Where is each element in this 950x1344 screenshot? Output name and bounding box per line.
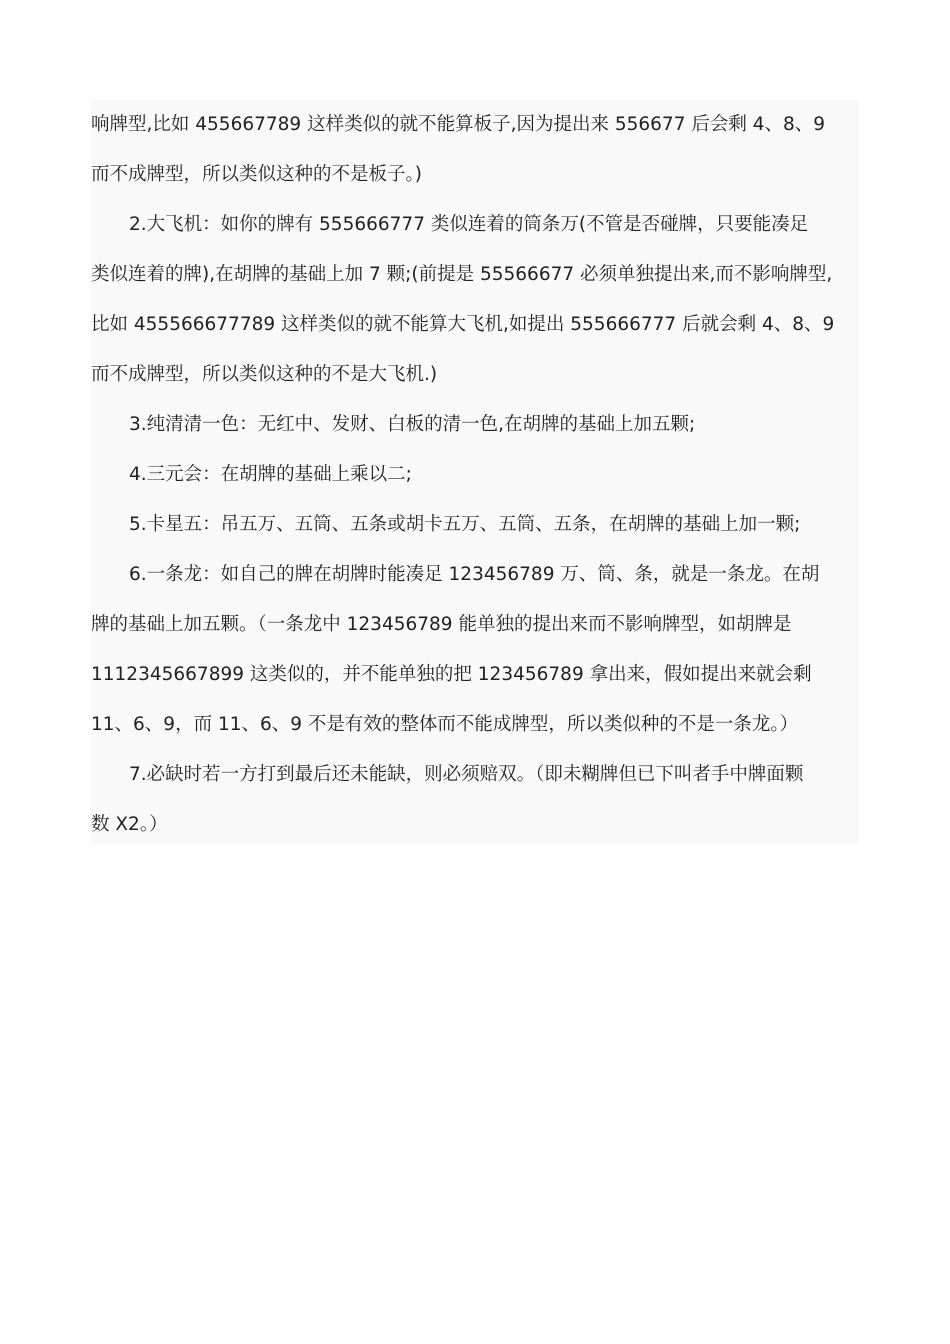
text-line: 类似连着的牌),在胡牌的基础上加 7 颗;(前提是 55566677 必须单独提出来,而不影响牌型, [91, 264, 833, 285]
text-line: 比如 455566677789 这样类似的就不能算大飞机,如提出 555666777 后就会剩 4、8、9 [91, 314, 835, 335]
text-line: 4.三元会：在胡牌的基础上乘以二; [129, 464, 412, 485]
text-line: 1112345667899 这类似的，并不能单独的把 123456789 拿出来，假如提出来就会剩 [91, 664, 812, 685]
text-line: 5.卡星五：吊五万、五筒、五条或胡卡五万、五筒、五条，在胡牌的基础上加一颗; [129, 514, 801, 535]
text-line: 2.大飞机：如你的牌有 555666777 类似连着的筒条万(不管是否碰牌，只要能凑足 [129, 214, 809, 235]
text-line: 7.必缺时若一方打到最后还未能缺，则必须赔双。（即未糊牌但已下叫者手中牌面颗 [129, 764, 804, 785]
text-line: 而不成牌型，所以类似这种的不是板子。) [91, 164, 422, 185]
text-line: 响牌型,比如 455667789 这样类似的就不能算板子,因为提出来 556677 后会剩 4、8、9 [91, 114, 826, 135]
text-line: 3.纯清清一色：无红中、发财、白板的清一色,在胡牌的基础上加五颗; [129, 414, 696, 435]
text-line: 而不成牌型，所以类似这种的不是大飞机.) [91, 364, 438, 385]
body-text [91, 100, 859, 845]
text-line: 数 X2。） [91, 814, 168, 835]
text-line: 6.一条龙：如自己的牌在胡牌时能凑足 123456789 万、筒、条，就是一条龙。在胡 [129, 564, 820, 585]
text-line: 牌的基础上加五颗。（一条龙中 123456789 能单独的提出来而不影响牌型，如胡牌是 [91, 614, 792, 635]
text-line: 11、6、9，而 11、6、9 不是有效的整体而不能成牌型，所以类似种的不是一条龙。） [91, 714, 799, 735]
